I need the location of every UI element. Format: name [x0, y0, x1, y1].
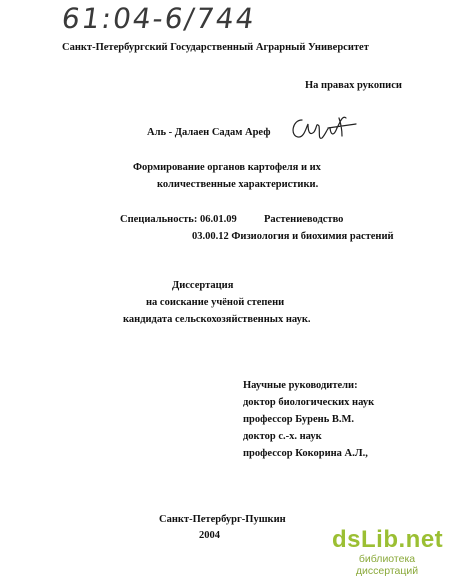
handwritten-catalog-code: 61:04-6/744: [59, 2, 258, 35]
place: Санкт-Петербург-Пушкин: [159, 514, 286, 525]
supervisor-line: доктор с.-х. наук: [243, 431, 322, 442]
supervisor-line: профессор Кокорина А.Л.,: [243, 448, 368, 459]
degree-field-line: кандидата сельскохозяйственных наук.: [123, 314, 311, 325]
title-line-2: количественные характеристики.: [157, 179, 319, 190]
specialty-line-2: 03.00.12 Физиология и биохимия растений: [192, 231, 394, 242]
watermark-logo: dsLib.net: [332, 526, 444, 553]
supervisor-line: профессор Бурень В.М.: [243, 414, 355, 425]
specialty-name-1: Растениеводство: [264, 214, 344, 225]
supervisors-heading: Научные руководители:: [243, 380, 358, 391]
watermark-caption: библиотека диссертаций: [355, 553, 419, 577]
year: 2004: [199, 530, 220, 541]
dslib-watermark[interactable]: [332, 527, 442, 577]
author-name: Аль - Далаен Садам Ареф: [147, 127, 271, 138]
title-line-1: Формирование органов картофеля и их: [133, 162, 321, 173]
dissertation-label: Диссертация: [172, 280, 234, 291]
university-name: Санкт-Петербургский Государственный Аграрный Университет: [62, 42, 369, 53]
manuscript-note: На правах рукописи: [305, 80, 402, 91]
specialty-label: Специальность: 06.01.09: [120, 214, 237, 225]
degree-line: на соискание учёной степени: [146, 297, 285, 308]
author-signature: [284, 110, 359, 146]
supervisor-line: доктор биологических наук: [243, 397, 375, 408]
